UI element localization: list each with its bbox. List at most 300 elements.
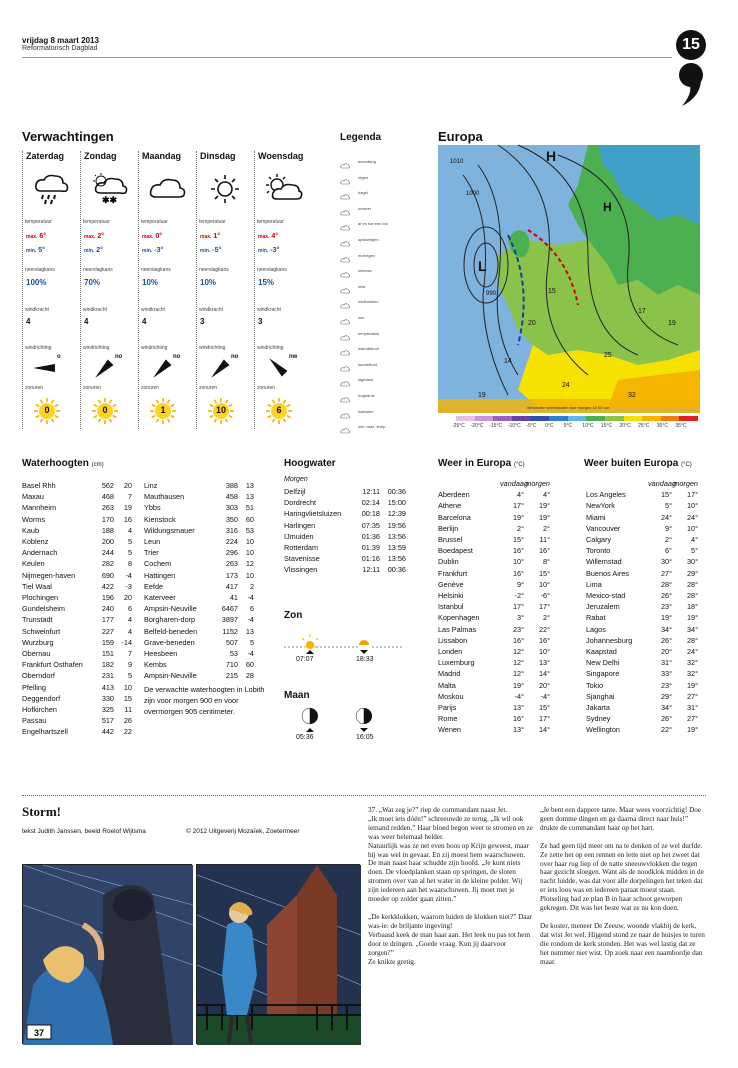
table-cell: 468: [101, 492, 114, 502]
table-row: [438, 545, 550, 556]
table-cell: Maxau: [22, 492, 44, 502]
table-cell: 16°: [538, 546, 550, 556]
sun-hours-value: 0: [102, 405, 108, 415]
legend-symbol-icon: [340, 344, 350, 352]
table-row: [22, 581, 132, 592]
table-row: [144, 480, 254, 491]
table-cell: 296: [225, 548, 238, 558]
table-cell: Aberdeen: [438, 490, 470, 500]
table-cell: 16°: [512, 568, 524, 578]
table-row: [22, 603, 132, 614]
table-cell: 5°: [691, 546, 698, 556]
winddir-label: windrichting: [199, 345, 226, 351]
table-cell: 51: [245, 503, 254, 513]
sunset-time: 18:33: [356, 656, 374, 663]
table-cell: Frankfurt Osthafen: [22, 660, 83, 670]
wind-value: 4: [26, 317, 31, 326]
table-cell: Istanbul: [438, 602, 464, 612]
table-cell: Mannheim: [22, 503, 57, 513]
table-row: [144, 670, 254, 681]
waterhoogten-table-right: [144, 480, 254, 682]
table-cell: 17°: [512, 501, 524, 511]
table-cell: 244: [101, 548, 114, 558]
max-temp: [84, 233, 104, 240]
min-temp: [200, 247, 221, 254]
scale-label: -20°C: [470, 423, 484, 429]
table-cell: 17°: [512, 602, 524, 612]
table-cell: 30°: [660, 557, 672, 567]
temperature-label: temperatuur: [25, 219, 52, 225]
table-cell: 19°: [686, 725, 698, 735]
table-column-header: vandaag: [500, 479, 528, 488]
scale-color-swatch: [456, 416, 475, 421]
table-cell: 19°: [686, 680, 698, 690]
scale-color-swatch: [642, 416, 661, 421]
wind-arrow-icon: [261, 354, 301, 378]
sun-hours-value: 1: [160, 405, 166, 415]
precip-value: 70%: [84, 278, 101, 287]
table-row: [22, 704, 132, 715]
table-row: [438, 512, 550, 523]
legend-item: hogedruk: [358, 393, 375, 398]
table-cell: 17°: [538, 602, 550, 612]
legend-item: mist: [358, 283, 366, 289]
table-row: [22, 659, 132, 670]
weer-buiten-table: [586, 478, 698, 736]
legend-item: min. max. temp.: [358, 424, 387, 430]
scale-label: 30°C: [656, 423, 668, 429]
table-cell: Malta: [438, 680, 456, 690]
table-cell: 517: [101, 716, 114, 726]
table-cell: Sydney: [586, 714, 611, 724]
cloud-icon: [147, 173, 187, 205]
table-cell: 13: [245, 481, 254, 490]
table-cell: 12: [245, 559, 254, 569]
table-cell: 12°: [512, 658, 524, 668]
table-cell: 4°: [691, 535, 698, 545]
table-cell: 413: [101, 682, 114, 692]
legend-symbol-icon: [340, 282, 350, 290]
table-cell: Kopenhagen: [438, 613, 480, 623]
map-label: H: [603, 200, 612, 214]
table-cell: Wurzburg: [22, 637, 54, 647]
table-cell: 22°: [538, 624, 550, 634]
table-cell: 27°: [686, 714, 698, 724]
max-temp: [200, 233, 220, 240]
table-cell: 00:36: [387, 565, 406, 575]
table-row: [284, 508, 406, 519]
table-cell: -6°: [540, 591, 550, 601]
table-cell: 20°: [660, 647, 672, 657]
legend-item: bewolking: [358, 159, 376, 164]
table-row: [586, 713, 698, 724]
map-label: 17: [638, 308, 646, 315]
wind-arrow-icon: [29, 354, 69, 378]
table-cell: Madrid: [438, 669, 461, 679]
table-cell: 12°: [512, 669, 524, 679]
storm-credit: tekst Judith Janssen, beeld Roelof Wijtsma: [22, 828, 146, 835]
precip-label: neerslagkans: [83, 267, 113, 273]
table-cell: Tokio: [586, 680, 604, 690]
forecast-day-name: Maandag: [142, 151, 182, 161]
legend-item: motregen: [358, 252, 375, 258]
scale-color-swatch: [568, 416, 587, 421]
legend-item: hagel: [358, 190, 368, 196]
table-cell: Luxemburg: [438, 658, 475, 668]
precip-label: neerslagkans: [25, 267, 55, 273]
winddir-value: no: [231, 354, 239, 360]
table-row: [438, 556, 550, 567]
story-column-1: [368, 806, 533, 975]
table-row: [144, 648, 254, 659]
scale-label: 35°C: [675, 423, 687, 429]
scale-label: -10°C: [507, 423, 521, 429]
table-cell: Harlingen: [284, 520, 316, 530]
table-cell: Heesbeen: [144, 649, 178, 659]
table-cell: Trunstadt: [22, 615, 53, 625]
waterhoogten-table-left: [22, 480, 132, 738]
table-cell: Engelhartszell: [22, 727, 68, 737]
table-cell: 5: [127, 537, 132, 547]
table-cell: 29°: [686, 568, 698, 578]
table-cell: 9°: [665, 523, 672, 533]
map-label: 15: [548, 288, 556, 295]
table-row: [284, 497, 406, 508]
scale-color-swatch: [475, 416, 494, 421]
legend-symbol-icon: [340, 313, 350, 321]
table-cell: 458: [225, 492, 238, 502]
table-cell: Haringvlietsluizen: [284, 509, 342, 519]
table-cell: 6: [127, 604, 132, 614]
max-temp: [142, 233, 162, 240]
legend-item: lagedruk: [358, 377, 374, 383]
sun-hours-label: zonuren: [83, 385, 102, 391]
table-cell: 562: [101, 481, 114, 490]
min-value: -3°: [270, 247, 280, 254]
min-temp: [142, 247, 163, 254]
table-cell: 22°: [660, 725, 672, 735]
table-row: [22, 693, 132, 704]
table-cell: 16°: [538, 635, 550, 645]
table-cell: Mexico-stad: [586, 591, 626, 601]
table-row: [144, 547, 254, 558]
wind-value: 3: [258, 317, 263, 326]
table-cell: Nijmegen-haven: [22, 570, 76, 580]
table-cell: Kaub: [22, 525, 40, 535]
table-header-row: [438, 478, 550, 489]
winddir-label: windrichting: [25, 345, 52, 351]
table-cell: 26: [123, 716, 132, 726]
table-cell: Miami: [586, 512, 606, 522]
scale-label: -15°C: [489, 423, 503, 429]
table-cell: 200: [101, 537, 114, 547]
scale-color-swatch: [679, 416, 698, 421]
waterhoogten-note: De verwachte waterhoogten in Lobith zijn voor morgen 900 en voor overmorgen 905 centimeter.: [144, 685, 265, 717]
min-value: -5°: [212, 247, 222, 254]
table-cell: Jakarta: [586, 703, 610, 713]
table-cell: 13:56: [387, 531, 406, 541]
max-label: max.: [258, 234, 270, 240]
table-cell: 13: [245, 626, 254, 636]
table-cell: 24°: [686, 647, 698, 657]
table-cell: 07:35: [361, 520, 380, 530]
table-row: [438, 523, 550, 534]
forecast-day-name: Zondag: [84, 151, 117, 161]
legend-symbol-icon: [340, 407, 350, 415]
table-cell: 8: [127, 559, 132, 569]
table-row: [438, 668, 550, 679]
legend-symbol-icon: [340, 375, 350, 383]
table-row: [586, 579, 698, 590]
wind-value: 4: [142, 317, 147, 326]
table-row: [586, 624, 698, 635]
table-cell: 282: [101, 559, 114, 569]
weer-europa-title: Weer in Europa (°C): [438, 458, 525, 469]
table-column-header: morgen: [525, 479, 550, 488]
table-cell: 26°: [660, 635, 672, 645]
precip-label: neerslagkans: [141, 267, 171, 273]
table-cell: 710: [225, 660, 238, 670]
europe-map-title: Europa: [438, 129, 483, 144]
max-label: max.: [26, 234, 38, 240]
table-cell: Brussel: [438, 535, 463, 545]
map-label: L: [478, 258, 487, 274]
table-cell: 690: [101, 570, 114, 580]
comic-panel-2: [196, 864, 360, 1044]
scale-color-swatch: [661, 416, 680, 421]
table-row: [144, 614, 254, 625]
map-label: 19: [668, 320, 676, 327]
table-cell: Las Palmas: [438, 624, 477, 634]
sunset-icon: [358, 640, 370, 651]
table-cell: Wenen: [438, 725, 461, 735]
table-row: [586, 668, 698, 679]
table-cell: 15°: [512, 535, 524, 545]
min-temp: [26, 247, 45, 254]
table-row: [144, 525, 254, 536]
table-row: [438, 702, 550, 713]
forecast-day-column: [196, 151, 251, 429]
wind-arrow-icon: [87, 354, 127, 378]
wind-arrow-icon: [145, 354, 185, 378]
table-cell: 01:36: [361, 531, 380, 541]
table-cell: 4°: [517, 490, 524, 500]
table-cell: 33°: [660, 669, 672, 679]
table-cell: 9: [127, 660, 132, 670]
table-row: [22, 502, 132, 513]
legend-item: opklaringen: [358, 237, 379, 242]
table-cell: 28: [245, 671, 254, 681]
min-temp: [258, 247, 279, 254]
table-row: [586, 500, 698, 511]
europe-weather-map: [438, 145, 700, 413]
table-cell: 227: [101, 626, 114, 636]
table-cell: 5: [127, 671, 132, 681]
table-cell: 8°: [543, 557, 550, 567]
table-cell: 10: [123, 682, 132, 692]
table-cell: 34°: [686, 624, 698, 634]
sunrise-time: 07:07: [296, 656, 314, 663]
table-row: [22, 682, 132, 693]
table-cell: Parijs: [438, 703, 457, 713]
scale-color-swatch: [624, 416, 643, 421]
table-cell: 330: [101, 693, 114, 703]
min-value: -3°: [154, 247, 164, 254]
story-paragraph: 37. „Wat zeg je?” riep de commandant naast Jet. „Ik moet iets dóén!” schreeuwde ze terug. „Ik wil ook iemand redden.” Haar bloed begon weer te stromen en ze was weer helemaal helder. Natuurlijk was ze net even boos op Krijn geweest, maar hij was wel in gevaar. En zij moest hem waarschuwen. De man naast haar schudde zijn hoofd. „Je kunt niets doen. De vloedplanken staan op springen, de sloten stromen over van al het water in de kleine polder. Wij zijn iedereen aan het waarschuwen. Jij moet met je moeder op zolder gaan zitten.”: [368, 806, 533, 904]
table-cell: 177: [101, 615, 114, 625]
table-row: [438, 646, 550, 657]
legend-symbol-icon: [340, 329, 350, 337]
map-label: 1010: [450, 159, 464, 165]
table-cell: Toronto: [586, 546, 611, 556]
map-label: 24: [562, 382, 570, 389]
scale-color-swatch: [530, 416, 549, 421]
table-cell: Lima: [586, 579, 602, 589]
scale-label: 25°C: [638, 423, 650, 429]
table-cell: Barcelona: [438, 512, 471, 522]
map-caption: Verwachte weersituatie voor morgen 12.00 uur: [526, 405, 610, 410]
table-row: [22, 491, 132, 502]
table-cell: Kembs: [144, 660, 167, 670]
table-row: [586, 512, 698, 523]
scale-color-swatch: [512, 416, 531, 421]
sun-hours-icon: [207, 397, 235, 425]
table-cell: 27°: [686, 691, 698, 701]
table-row: [144, 570, 254, 581]
table-row: [586, 590, 698, 601]
table-cell: 151: [101, 649, 114, 659]
max-value: 4°: [271, 233, 279, 240]
table-row: [586, 680, 698, 691]
map-label: 32: [628, 392, 636, 399]
table-cell: 14°: [538, 669, 550, 679]
table-row: [22, 480, 132, 491]
table-cell: 34°: [660, 703, 672, 713]
table-cell: 6°: [665, 546, 672, 556]
legend-item: regen: [358, 174, 369, 180]
table-row: [438, 724, 550, 735]
table-cell: 1152: [222, 626, 238, 636]
table-cell: Ybbs: [144, 503, 161, 513]
winddir-value: nw: [289, 354, 298, 360]
forecast-day-column: [22, 151, 77, 429]
table-cell: -4: [125, 570, 132, 580]
table-row: [586, 534, 698, 545]
forecast-day-column: [254, 151, 309, 429]
legend-item: af en toe een bui: [358, 221, 388, 227]
table-cell: -14: [121, 637, 132, 647]
table-row: [22, 614, 132, 625]
table-cell: Leun: [144, 537, 161, 547]
table-header-row: [586, 478, 698, 489]
table-cell: 303: [225, 503, 238, 513]
table-cell: Passau: [22, 716, 47, 726]
table-row: [22, 536, 132, 547]
scale-label: 0°C: [545, 423, 554, 429]
table-cell: 53: [229, 649, 238, 659]
table-cell: Delfzijl: [284, 487, 306, 496]
sun-cloud-icon: [263, 173, 303, 205]
table-row: [284, 564, 406, 575]
table-row: [438, 601, 550, 612]
wind-label: windkracht: [25, 307, 49, 313]
zon-title: Zon: [284, 610, 303, 621]
table-cell: 32°: [686, 669, 698, 679]
legend-symbol-icon: [340, 219, 350, 227]
table-cell: 24°: [686, 512, 698, 522]
table-cell: Belfeld-beneden: [144, 626, 198, 636]
table-row: [144, 536, 254, 547]
table-cell: 2°: [517, 523, 524, 533]
table-cell: 17°: [686, 490, 698, 500]
story-paragraph: „De kerkklokken, waarom luiden de klokken niet?” Daar was-ie: de briljante ingeving! Verbaasd keek de man haar aan. Het leek nu pas tot hem door te dringen. „Goede vraag. Kun jij daarvoor zorgen?” Ze knikte gretig.: [368, 912, 533, 966]
forecast-day-name: Woensdag: [258, 151, 304, 161]
table-row: [22, 514, 132, 525]
svg-text:✱✱: ✱✱: [102, 195, 118, 205]
legend-item: koudefront: [358, 361, 377, 367]
table-cell: 316: [225, 525, 238, 535]
table-row: [144, 592, 254, 603]
table-row: [586, 489, 698, 500]
table-row: [284, 553, 406, 564]
table-cell: Berlijn: [438, 523, 459, 533]
table-cell: 388: [225, 481, 238, 490]
table-cell: 00:18: [361, 509, 380, 519]
section-divider: [22, 795, 706, 796]
table-row: [284, 531, 406, 542]
table-cell: 53: [245, 525, 254, 535]
table-cell: 01:39: [361, 543, 380, 553]
table-row: [22, 592, 132, 603]
table-cell: 10°: [686, 501, 698, 511]
storm-copyright: © 2012 Uitgeverij Mozaïek, Zoetermeer: [186, 828, 300, 835]
min-temp: [84, 247, 103, 254]
table-cell: 215: [225, 671, 238, 681]
max-value: 6°: [39, 233, 47, 240]
legend-item: onweer: [358, 205, 372, 211]
table-cell: 2°: [543, 523, 550, 533]
legend-title: Legenda: [340, 132, 382, 143]
table-cell: 2°: [665, 535, 672, 545]
legend-symbol-icon: [340, 251, 350, 259]
precip-label: neerslagkans: [257, 267, 287, 273]
table-cell: Dordrecht: [284, 498, 317, 508]
max-value: 1°: [213, 233, 221, 240]
table-cell: 28°: [660, 579, 672, 589]
table-cell: Katerveer: [144, 593, 176, 603]
table-cell: 4: [127, 615, 132, 625]
story-paragraph: De koster, meneer De Zeeuw, woonde vlakbij de kerk, dat wist Jet wel. Hijgend stond ze naar de huisjes te turen die rondom de kerk stonden. Het was wel lastig dat ze het nummer niet wist. Op zoek naar een naambordje dan maar.: [540, 921, 705, 966]
table-cell: 23°: [660, 602, 672, 612]
table-row: [22, 547, 132, 558]
map-label: 1000: [466, 191, 480, 197]
table-cell: 188: [101, 525, 114, 535]
map-label: 990: [486, 291, 497, 297]
table-cell: Plochingen: [22, 593, 59, 603]
forecast-day-column: [80, 151, 135, 429]
forecast-day-column: [138, 151, 193, 429]
table-cell: 16: [123, 514, 132, 524]
table-cell: 422: [101, 581, 114, 591]
table-cell: Basel Rhh: [22, 481, 56, 490]
table-cell: Worms: [22, 514, 45, 524]
sun-hours-label: zonuren: [141, 385, 160, 391]
legend-symbol-icon: [340, 204, 350, 212]
table-cell: 26°: [660, 591, 672, 601]
legend-symbol-icon: [340, 235, 350, 243]
legend-item: temperatuur: [358, 330, 380, 336]
table-row: [438, 691, 550, 702]
